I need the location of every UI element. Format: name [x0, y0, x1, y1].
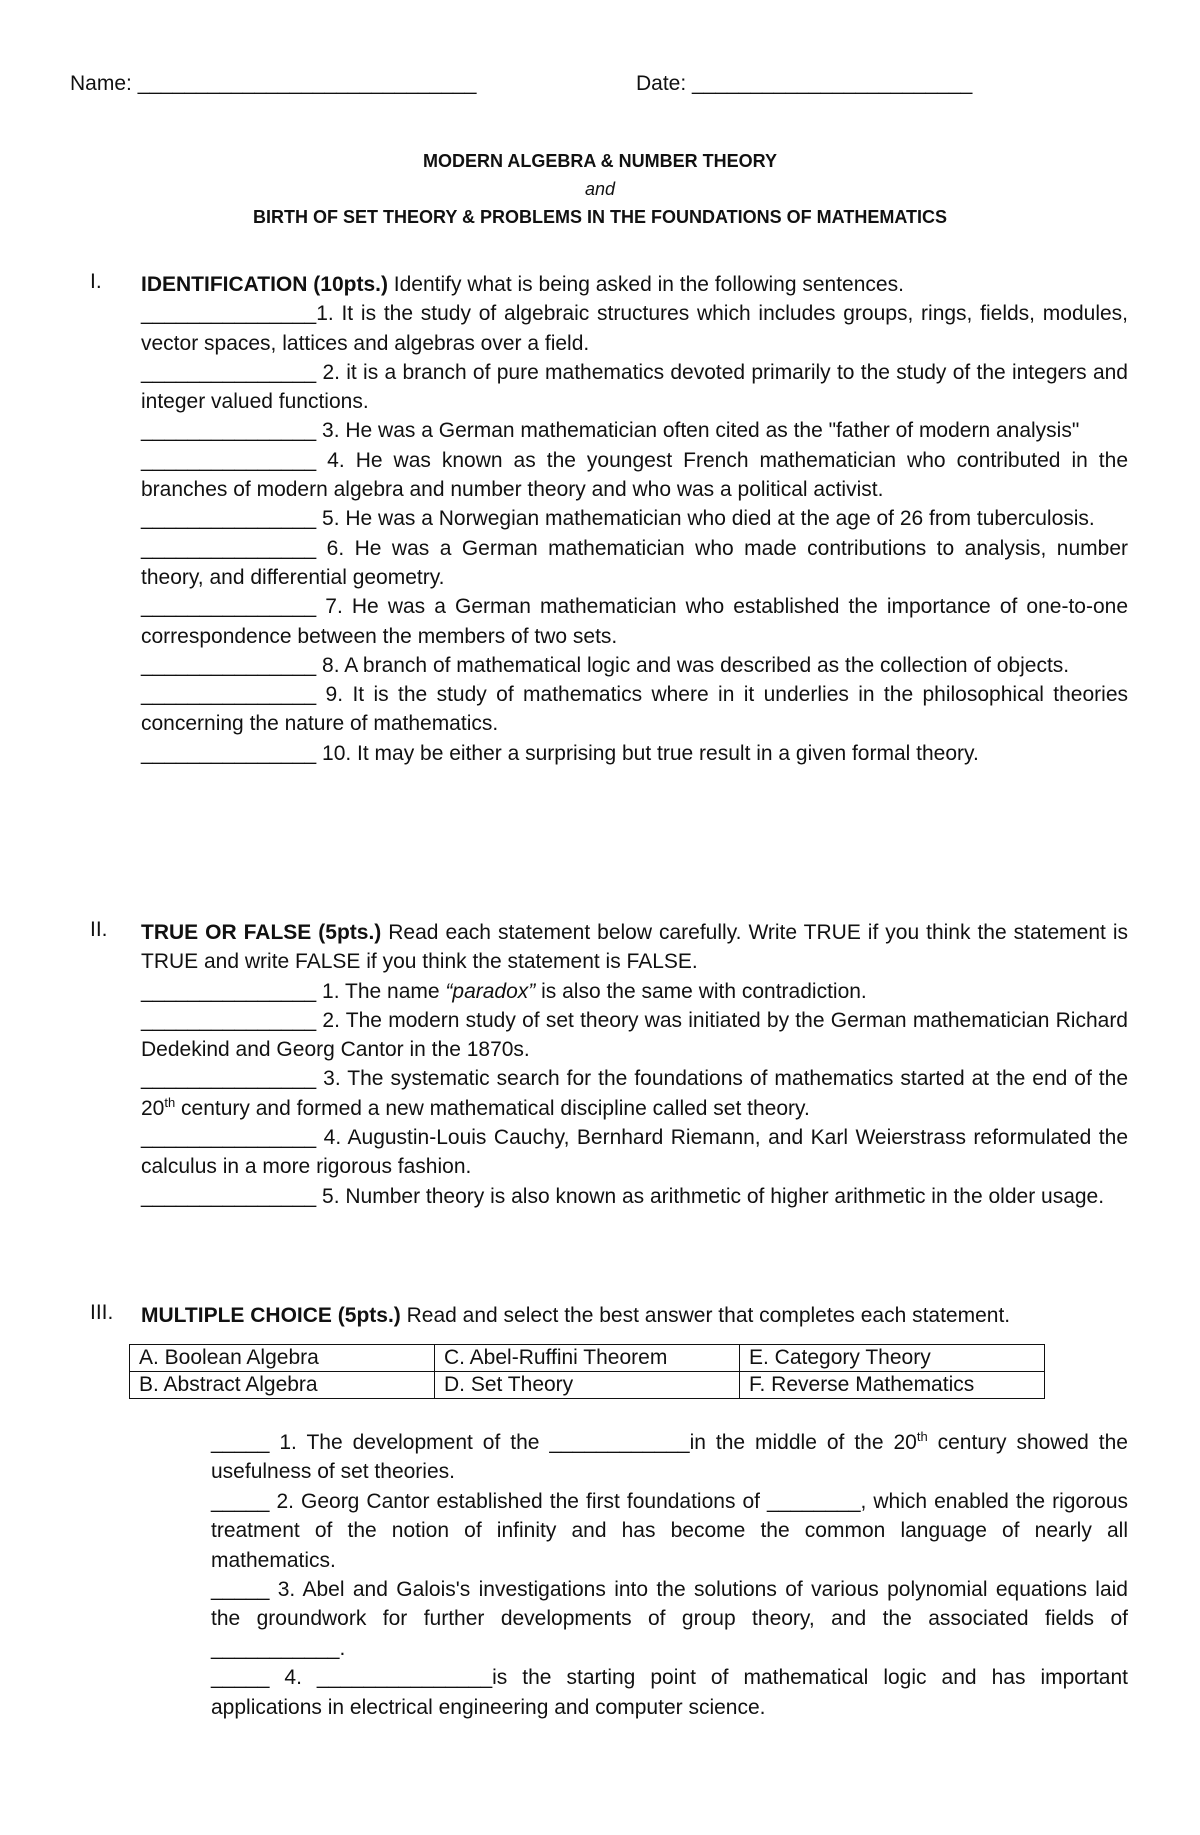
identification-item-8[interactable]: _______________ 8. A branch of mathematical logic and was described as the collection of objects.: [141, 653, 1070, 677]
identification-item-10[interactable]: _______________ 10. It may be either a surprising but true result in a given formal theory.: [141, 741, 979, 765]
multiple-choice-items: [211, 1428, 1128, 1722]
section-2-title: TRUE OR FALSE (5pts.): [141, 921, 382, 944]
identification-item-2[interactable]: _______________ 2. it is a branch of pure mathematics devoted primarily to the study of the integers and integer valued functions.: [141, 360, 1128, 414]
name-blank[interactable]: _____________________________: [137, 72, 477, 95]
identification-item-5[interactable]: _______________ 5. He was a Norwegian mathematician who died at the age of 26 from tuberculosis.: [141, 507, 1095, 531]
section-true-or-false: [141, 918, 1128, 1211]
section-3-header: [141, 1301, 1128, 1330]
mc-item-3[interactable]: _____ 3. Abel and Galois's investigations into the solutions of various polynomial equations laid the groundwork for further developments of group theory, and the associated fields of ___________.: [211, 1578, 1128, 1660]
section-3-title: MULTIPLE CHOICE (5pts.): [141, 1304, 401, 1327]
mc-item-4[interactable]: _____ 4. _______________is the starting point of mathematical logic and has important applications in electrical engineering and computer science.: [211, 1666, 1128, 1719]
section-1-instruction: Identify what is being asked in the following sentences.: [387, 273, 904, 296]
identification-item-3[interactable]: _______________ 3. He was a German mathematician often cited as the "father of modern analysis": [141, 419, 1080, 443]
section-identification: [141, 270, 1128, 768]
identification-item-1[interactable]: _______________1. It is the study of algebraic structures which includes groups, rings, fields, modules, vector spaces, lattices and algebras over a field.: [141, 302, 1128, 355]
true-false-item-4[interactable]: _______________ 4. Augustin-Louis Cauchy, Bernhard Riemann, and Karl Weierstrass reformulated the calculus in a more rigorous fashion.: [141, 1126, 1128, 1179]
title-line-2: and: [584, 179, 616, 199]
section-3-instruction: Read and select the best answer that completes each statement.: [400, 1304, 1011, 1327]
mc-item-2[interactable]: _____ 2. Georg Cantor established the first foundations of ________, which enabled the rigorous treatment of the notion of infinity and has become the common language of nearly all mathematics.: [211, 1489, 1128, 1572]
title-line-1: MODERN ALGEBRA & NUMBER THEORY: [423, 151, 777, 171]
date-blank[interactable]: ________________________: [692, 72, 973, 95]
true-false-item-2[interactable]: _______________ 2. The modern study of set theory was initiated by the German mathematician Richard Dedekind and Georg Cantor in the 1870s.: [141, 1008, 1128, 1062]
date-field[interactable]: [636, 72, 972, 96]
choices-row-2: [130, 1372, 1045, 1399]
section-1-header: [141, 270, 1128, 299]
title-line-3: BIRTH OF SET THEORY & PROBLEMS IN THE FOUNDATIONS OF MATHEMATICS: [253, 207, 947, 227]
true-false-item-3[interactable]: [141, 1064, 1128, 1123]
identification-item-4[interactable]: _______________ 4. He was known as the youngest French mathematician who contributed in the branches of modern algebra and number theory and who was a political activist.: [141, 448, 1128, 502]
mc-item-1-pre: _____ 1. The development of the ____________in the middle of the 20: [211, 1431, 917, 1454]
section-2-header: [141, 918, 1128, 977]
tf-item-1-pre: _______________ 1. The name: [141, 979, 446, 1003]
identification-item-6[interactable]: _______________ 6. He was a German mathematician who made contributions to analysis, number theory, and differential geometry.: [141, 536, 1128, 589]
choice-a: A. Boolean Algebra: [130, 1345, 435, 1372]
choice-b: B. Abstract Algebra: [130, 1372, 435, 1399]
date-label: Date:: [636, 72, 687, 95]
section-1-number: I.: [90, 270, 102, 293]
choice-d: D. Set Theory: [435, 1372, 740, 1399]
choices-row-1: [130, 1345, 1045, 1372]
identification-item-7[interactable]: _______________ 7. He was a German mathematician who established the importance of one-to-one correspondence between the members of two sets.: [141, 595, 1128, 648]
name-field[interactable]: [70, 72, 476, 96]
choice-e: E. Category Theory: [740, 1345, 1045, 1372]
tf-item-3-pre: _______________ 3. The systematic search for the foundations of mathematics started at the end of the 20: [141, 1067, 1128, 1120]
true-false-item-5[interactable]: _______________ 5. Number theory is also known as arithmetic of higher arithmetic in the older usage.: [141, 1184, 1105, 1208]
section-3-number: III.: [90, 1301, 114, 1324]
tf-item-1-post: is also the same with contradiction.: [535, 979, 867, 1003]
choice-c: C. Abel-Ruffini Theorem: [435, 1345, 740, 1372]
identification-item-9[interactable]: _______________ 9. It is the study of mathematics where in it underlies in the philosophical theories concerning the nature of mathematics.: [141, 683, 1128, 736]
mc-item-1-post: century showed the usefulness of set theories.: [211, 1431, 1128, 1484]
choice-f: F. Reverse Mathematics: [740, 1372, 1045, 1399]
true-false-item-1[interactable]: [141, 977, 1128, 1006]
section-2-number: II.: [90, 918, 108, 941]
section-1-title: IDENTIFICATION (10pts.): [141, 273, 388, 296]
section-2-instruction: Read each statement below carefully. Write TRUE if you think the statement is TRUE and write FALSE if you think the statement is FALSE.: [141, 921, 1128, 974]
name-label: Name:: [70, 72, 132, 95]
document-title: [0, 147, 1200, 231]
mc-item-1[interactable]: [211, 1428, 1128, 1487]
mc-item-1-sup: th: [916, 1429, 928, 1444]
tf-item-3-post: century and formed a new mathematical discipline called set theory.: [175, 1096, 810, 1120]
choices-table: [129, 1344, 1045, 1399]
tf-item-3-sup: th: [164, 1094, 176, 1110]
tf-item-1-emphasis: “paradox”: [445, 979, 536, 1003]
